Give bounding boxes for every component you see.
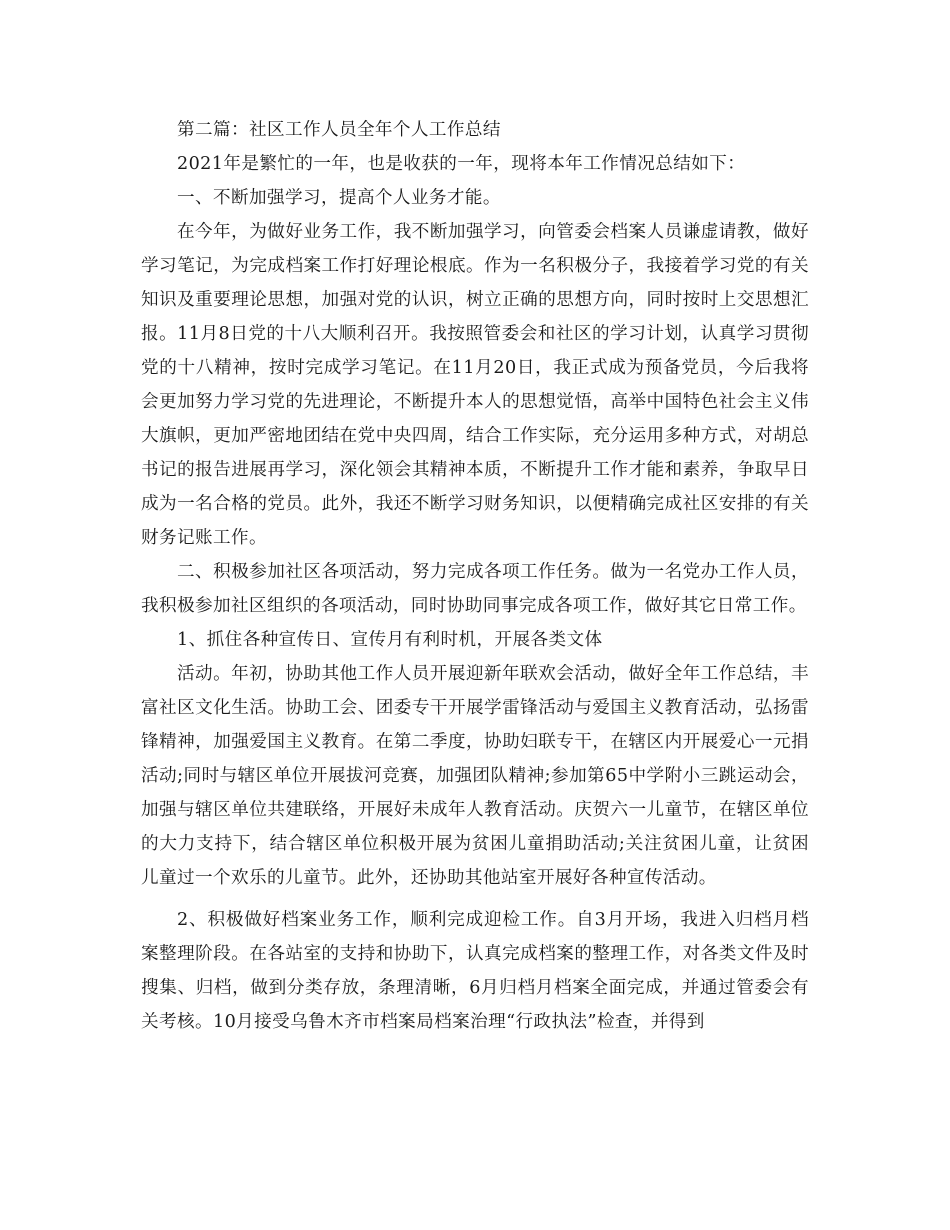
document-body (141, 113, 809, 1039)
heading-study: 一、不断加强学习，提高个人业务才能。 (177, 188, 501, 208)
subheading-publicity: 1、抓住各种宣传日、宣传月有利时机，开展各类文体 (177, 630, 603, 650)
heading-activities: 二、积极参加社区各项活动，努力完成各项工作任务。做为一名党办工作人员，我积极参加社区组织的各项活动，同时协助同事完成各项工作，做好其它日常工作。 (141, 562, 809, 616)
paragraph-archives: 2、积极做好档案业务工作，顺利完成迎检工作。自3月开场，我进入归档月档案整理阶段。在各站室的支持和协助下，认真完成档案的整理工作，对各类文件及时搜集、归档，做到分类存放，条理清晰，6月归档月档案全面完成，并通过管委会有关考核。10月接受乌鲁木齐市档案局档案治理“行政执法”检查，并得到 (141, 910, 809, 1032)
paragraph-study: 在今年，为做好业务工作，我不断加强学习，向管委会档案人员谦虚请教，做好学习笔记，为完成档案工作打好理论根底。作为一名积极分子，我接着学习党的有关知识及重要理论思想，加强对党的认识，树立正确的思想方向，同时按时上交思想汇报。11月8日党的十八大顺利召开。我按照管委会和社区的学习计划，认真学习贯彻党的十八精神，按时完成学习笔记。在11月20日，我正式成为预备党员，今后我将会更加努力学习党的先进理论，不断提升本人的思想觉悟，高举中国特色社会主义伟大旗帜，更加严密地团结在党中央四周，结合工作实际，充分运用多种方式，对胡总书记的报告进展再学习，深化领会其精神本质，不断提升工作才能和素养，争取早日成为一名合格的党员。此外，我还不断学习财务知识，以便精确完成社区安排的有关财务记账工作。 (141, 222, 809, 548)
paragraph-activities: 活动。年初，协助其他工作人员开展迎新年联欢会活动，做好全年工作总结，丰富社区文化生活。协助工会、团委专干开展学雷锋活动与爱国主义教育活动，弘扬雷锋精神，加强爱国主义教育。在第二季度，协助妇联专干，在辖区内开展爱心一元捐活动;同时与辖区单位开展拔河竞赛，加强团队精神;参加第65中学附小三跳运动会，加强与辖区单位共建联络，开展好未成年人教育活动。庆贺六一儿童节，在辖区单位的大力支持下，结合辖区单位积极开展为贫困儿童捐助活动;关注贫困儿童，让贫困儿童过一个欢乐的儿童节。此外，还协助其他站室开展好各种宣传活动。 (141, 664, 809, 888)
intro-paragraph: 2021年是繁忙的一年，也是收获的一年，现将本年工作情况总结如下： (177, 154, 746, 174)
section-title: 第二篇：社区工作人员全年个人工作总结 (177, 120, 501, 140)
